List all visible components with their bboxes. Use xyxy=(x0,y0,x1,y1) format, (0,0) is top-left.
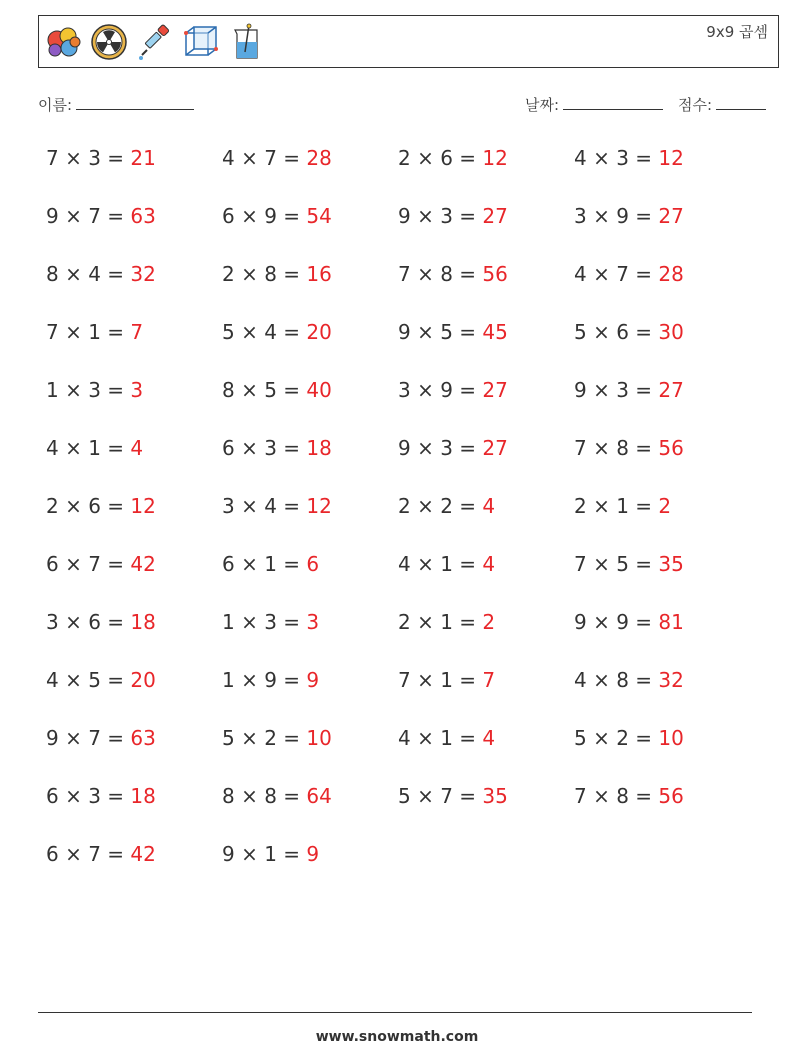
problem-question: 3 × 4 = xyxy=(222,494,307,518)
problem-question: 4 × 7 = xyxy=(222,146,307,170)
problem-item xyxy=(398,726,495,750)
problem-answer: 20 xyxy=(306,320,332,344)
beaker-icon xyxy=(227,22,267,62)
problem-question: 9 × 3 = xyxy=(398,436,483,460)
problem-item xyxy=(398,146,508,170)
problem-answer: 28 xyxy=(306,146,332,170)
problem-answer: 12 xyxy=(658,146,684,170)
problem-item xyxy=(222,262,332,286)
problem-question: 2 × 1 = xyxy=(398,610,483,634)
problem-item xyxy=(398,668,495,692)
problem-item xyxy=(46,842,156,866)
problem-answer: 27 xyxy=(482,204,508,228)
problem-question: 7 × 3 = xyxy=(46,146,131,170)
date-field xyxy=(525,94,663,115)
problem-question: 9 × 7 = xyxy=(46,204,131,228)
problem-answer: 27 xyxy=(482,436,508,460)
problem-question: 9 × 7 = xyxy=(46,726,131,750)
score-label: 점수: xyxy=(678,96,713,114)
problem-question: 1 × 3 = xyxy=(222,610,307,634)
problem-question: 5 × 6 = xyxy=(574,320,659,344)
problem-answer: 4 xyxy=(482,494,496,518)
footer-divider xyxy=(38,1012,752,1013)
icon-strip xyxy=(43,22,267,62)
problem-item xyxy=(398,552,495,576)
problem-item xyxy=(46,552,156,576)
problem-item xyxy=(46,436,143,460)
problem-item xyxy=(222,552,319,576)
header-box xyxy=(38,15,779,68)
problem-answer: 45 xyxy=(482,320,508,344)
problem-question: 4 × 1 = xyxy=(398,726,483,750)
problem-item xyxy=(222,610,319,634)
problem-question: 5 × 2 = xyxy=(222,726,307,750)
problem-answer: 27 xyxy=(482,378,508,402)
problem-item xyxy=(222,204,332,228)
problem-grid xyxy=(46,146,766,896)
problem-item xyxy=(46,784,156,808)
problem-answer: 35 xyxy=(658,552,684,576)
problem-item xyxy=(574,494,671,518)
problem-answer: 32 xyxy=(130,262,156,286)
score-blank[interactable] xyxy=(716,96,766,110)
problem-item xyxy=(46,146,156,170)
problem-question: 1 × 3 = xyxy=(46,378,131,402)
problem-answer: 6 xyxy=(306,552,320,576)
problem-answer: 12 xyxy=(482,146,508,170)
problem-answer: 10 xyxy=(658,726,684,750)
problem-answer: 4 xyxy=(130,436,144,460)
problem-item xyxy=(574,320,684,344)
problem-item xyxy=(574,726,684,750)
problem-item xyxy=(574,610,684,634)
problem-item xyxy=(46,610,156,634)
problem-answer: 4 xyxy=(482,552,496,576)
problem-answer: 12 xyxy=(130,494,156,518)
problem-answer: 28 xyxy=(658,262,684,286)
problem-answer: 56 xyxy=(658,436,684,460)
problem-question: 8 × 8 = xyxy=(222,784,307,808)
problem-question: 5 × 7 = xyxy=(398,784,483,808)
problem-question: 7 × 5 = xyxy=(574,552,659,576)
problem-answer: 64 xyxy=(306,784,332,808)
problem-answer: 18 xyxy=(306,436,332,460)
problem-item xyxy=(46,320,143,344)
problem-item xyxy=(222,726,332,750)
problem-answer: 16 xyxy=(306,262,332,286)
problem-item xyxy=(574,146,684,170)
problem-answer: 42 xyxy=(130,552,156,576)
problem-item xyxy=(398,204,508,228)
problem-question: 4 × 7 = xyxy=(574,262,659,286)
problem-answer: 27 xyxy=(658,204,684,228)
sheet-title: 9x9 곱셈 xyxy=(706,23,768,41)
problem-question: 3 × 9 = xyxy=(398,378,483,402)
problem-item xyxy=(222,146,332,170)
problem-question: 9 × 5 = xyxy=(398,320,483,344)
problem-item xyxy=(46,726,156,750)
problem-question: 2 × 1 = xyxy=(574,494,659,518)
cube-icon xyxy=(181,22,221,62)
problem-question: 4 × 1 = xyxy=(398,552,483,576)
problem-item xyxy=(398,436,508,460)
problem-answer: 4 xyxy=(482,726,496,750)
problem-item xyxy=(222,436,332,460)
problem-item xyxy=(222,842,319,866)
problem-answer: 30 xyxy=(658,320,684,344)
name-field xyxy=(38,94,194,115)
problem-item xyxy=(574,378,684,402)
problem-answer: 9 xyxy=(306,842,320,866)
problem-answer: 9 xyxy=(306,668,320,692)
problem-answer: 63 xyxy=(130,726,156,750)
footer-url: www.snowmath.com xyxy=(315,1029,479,1045)
problem-question: 8 × 4 = xyxy=(46,262,131,286)
problem-question: 3 × 9 = xyxy=(574,204,659,228)
problem-question: 3 × 6 = xyxy=(46,610,131,634)
radiation-icon xyxy=(89,22,129,62)
problem-question: 7 × 1 = xyxy=(398,668,483,692)
problem-answer: 7 xyxy=(482,668,496,692)
problem-question: 9 × 1 = xyxy=(222,842,307,866)
problem-question: 6 × 3 = xyxy=(46,784,131,808)
problem-item xyxy=(46,668,156,692)
problem-answer: 10 xyxy=(306,726,332,750)
problem-item xyxy=(398,610,495,634)
problem-item xyxy=(222,784,332,808)
problem-answer: 35 xyxy=(482,784,508,808)
problem-answer: 32 xyxy=(658,668,684,692)
problem-item xyxy=(574,204,684,228)
problem-answer: 20 xyxy=(130,668,156,692)
problem-question: 2 × 2 = xyxy=(398,494,483,518)
problem-answer: 42 xyxy=(130,842,156,866)
problem-item xyxy=(46,204,156,228)
problem-answer: 27 xyxy=(658,378,684,402)
problem-answer: 3 xyxy=(306,610,320,634)
problem-question: 7 × 8 = xyxy=(574,436,659,460)
balloons-icon xyxy=(43,22,83,62)
date-blank[interactable] xyxy=(563,96,663,110)
problem-item xyxy=(222,320,332,344)
problem-question: 4 × 3 = xyxy=(574,146,659,170)
problem-question: 8 × 5 = xyxy=(222,378,307,402)
problem-answer: 54 xyxy=(306,204,332,228)
problem-answer: 81 xyxy=(658,610,684,634)
problem-item xyxy=(398,784,508,808)
problem-question: 9 × 3 = xyxy=(574,378,659,402)
problem-item xyxy=(46,262,156,286)
problem-item xyxy=(574,436,684,460)
problem-question: 1 × 9 = xyxy=(222,668,307,692)
name-blank[interactable] xyxy=(76,96,194,110)
problem-question: 4 × 5 = xyxy=(46,668,131,692)
problem-item xyxy=(398,494,495,518)
problem-item xyxy=(574,262,684,286)
problem-question: 7 × 1 = xyxy=(46,320,131,344)
problem-question: 6 × 7 = xyxy=(46,842,131,866)
problem-question: 5 × 4 = xyxy=(222,320,307,344)
problem-question: 5 × 2 = xyxy=(574,726,659,750)
name-label: 이름: xyxy=(38,96,73,114)
problem-item xyxy=(222,668,319,692)
problem-question: 2 × 6 = xyxy=(46,494,131,518)
problem-answer: 2 xyxy=(658,494,672,518)
problem-question: 9 × 9 = xyxy=(574,610,659,634)
problem-question: 6 × 3 = xyxy=(222,436,307,460)
problem-item xyxy=(398,262,508,286)
problem-item xyxy=(574,668,684,692)
score-field xyxy=(678,94,766,115)
problem-answer: 2 xyxy=(482,610,496,634)
problem-answer: 63 xyxy=(130,204,156,228)
problem-item xyxy=(398,320,508,344)
problem-item xyxy=(46,494,156,518)
problem-question: 2 × 8 = xyxy=(222,262,307,286)
problem-item xyxy=(398,378,508,402)
problem-item xyxy=(46,378,143,402)
problem-answer: 21 xyxy=(130,146,156,170)
problem-answer: 7 xyxy=(130,320,144,344)
problem-answer: 18 xyxy=(130,610,156,634)
problem-question: 4 × 1 = xyxy=(46,436,131,460)
dropper-icon xyxy=(135,22,175,62)
problem-question: 7 × 8 = xyxy=(398,262,483,286)
problem-question: 2 × 6 = xyxy=(398,146,483,170)
problem-question: 7 × 8 = xyxy=(574,784,659,808)
problem-item xyxy=(222,378,332,402)
problem-question: 4 × 8 = xyxy=(574,668,659,692)
problem-answer: 18 xyxy=(130,784,156,808)
problem-item xyxy=(222,494,332,518)
problem-answer: 56 xyxy=(482,262,508,286)
problem-question: 6 × 1 = xyxy=(222,552,307,576)
problem-question: 6 × 9 = xyxy=(222,204,307,228)
problem-item xyxy=(574,552,684,576)
problem-item xyxy=(574,784,684,808)
problem-question: 6 × 7 = xyxy=(46,552,131,576)
problem-answer: 56 xyxy=(658,784,684,808)
problem-answer: 40 xyxy=(306,378,332,402)
problem-question: 9 × 3 = xyxy=(398,204,483,228)
problem-answer: 12 xyxy=(306,494,332,518)
problem-answer: 3 xyxy=(130,378,144,402)
date-label: 날짜: xyxy=(525,96,560,114)
